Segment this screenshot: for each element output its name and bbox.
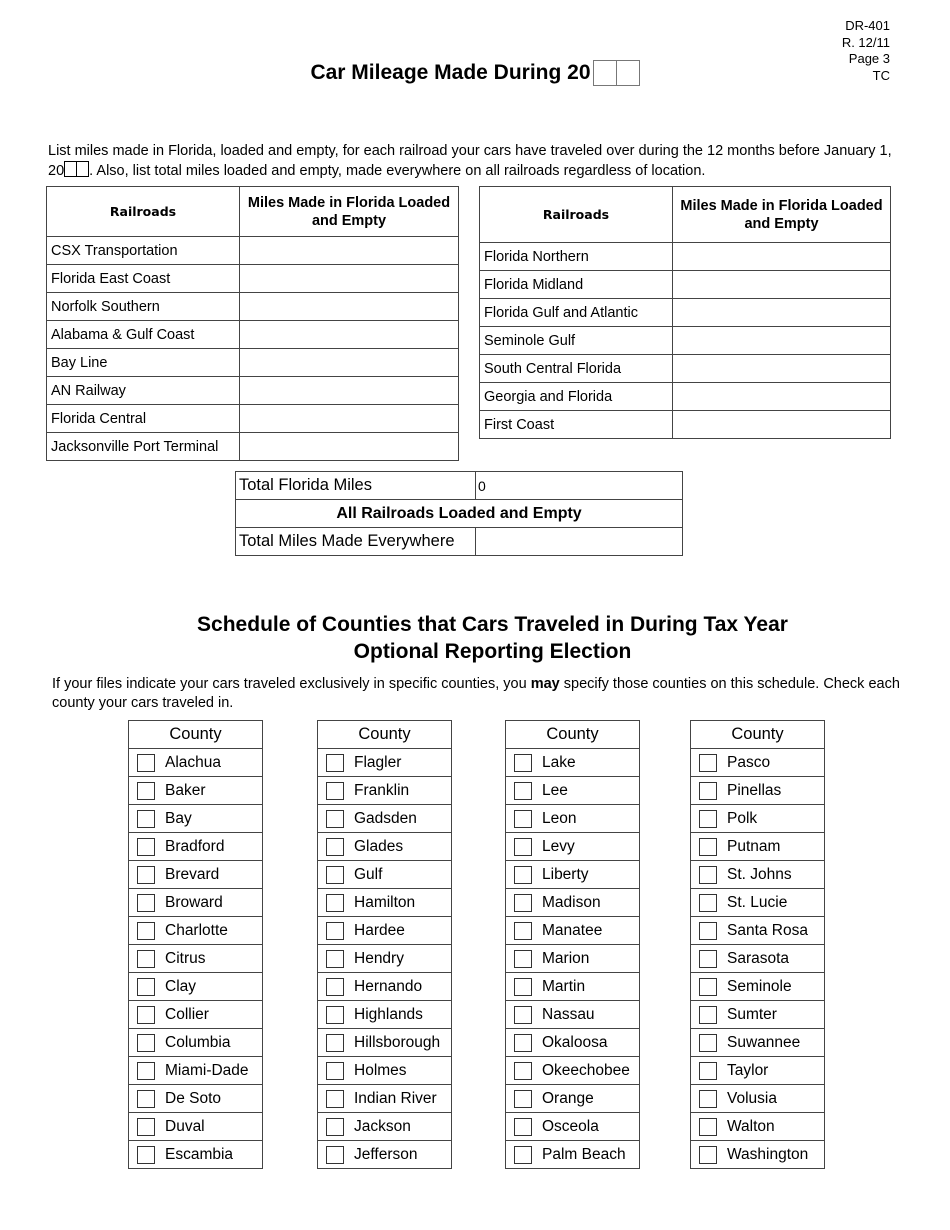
county-label: Duval [165, 1117, 205, 1135]
county-label: Orange [542, 1089, 594, 1107]
railroad-name-florida-east-coast: Florida East Coast [47, 265, 240, 293]
schedule-title-line-1: Schedule of Counties that Cars Traveled in During Tax Year [197, 613, 788, 636]
county-checkbox[interactable] [326, 978, 344, 996]
county-item-seminole[interactable] [691, 972, 824, 1000]
railroad-row [480, 355, 891, 383]
county-checkbox[interactable] [326, 950, 344, 968]
county-item-hernando[interactable] [318, 972, 451, 1000]
county-item-gadsden[interactable] [318, 804, 451, 832]
county-item-levy[interactable] [506, 832, 639, 860]
county-checkbox[interactable] [326, 782, 344, 800]
county-checkbox[interactable] [326, 1146, 344, 1164]
county-label: St. Johns [727, 865, 792, 883]
railroad-name-csx-transportation: CSX Transportation [47, 237, 240, 265]
railroad-miles-field-alabama-gulf-coast[interactable] [240, 327, 458, 343]
county-checkbox[interactable] [699, 1090, 717, 1108]
instructions-paragraph [48, 142, 908, 181]
county-checkbox[interactable] [326, 1034, 344, 1052]
railroad-name-alabama-gulf-coast: Alabama & Gulf Coast [47, 321, 240, 349]
county-checkbox[interactable] [514, 894, 532, 912]
railroad-miles-cell [240, 405, 459, 433]
railroad-miles-cell [673, 243, 891, 271]
railroad-name-florida-northern: Florida Northern [480, 243, 673, 271]
county-item-liberty[interactable] [506, 860, 639, 888]
intro-year-digit-box[interactable] [77, 161, 89, 177]
county-checkbox[interactable] [137, 1118, 155, 1136]
county-item-indian-river[interactable] [318, 1084, 451, 1112]
county-item-alachua[interactable] [129, 749, 262, 776]
county-item-jefferson[interactable] [318, 1140, 451, 1168]
county-item-santa-rosa[interactable] [691, 916, 824, 944]
county-checkbox[interactable] [137, 1006, 155, 1024]
railroad-miles-cell [673, 355, 891, 383]
county-item-walton[interactable] [691, 1112, 824, 1140]
county-label: Bay [165, 809, 192, 827]
railroad-miles-cell [673, 299, 891, 327]
form-code: DR-401 [845, 18, 890, 33]
instructions-text-1: List miles made in Florida, loaded and empty, for each railroad your cars have traveled over during the 12 months before January 1, 20 [48, 143, 892, 179]
county-item-sumter[interactable] [691, 1000, 824, 1028]
year-input-group [593, 60, 640, 86]
county-label: Washington [727, 1145, 809, 1163]
railroad-miles-cell [673, 411, 891, 439]
county-column-header: County [691, 721, 824, 749]
railroad-miles-cell [240, 237, 459, 265]
county-label: St. Lucie [727, 893, 788, 911]
miles-column-header: Miles Made in Florida Loaded and Empty [240, 187, 459, 237]
totals-table [235, 471, 683, 556]
county-item-nassau[interactable] [506, 1000, 639, 1028]
county-label: Lake [542, 753, 576, 771]
schedule-title [0, 611, 950, 665]
railroad-miles-cell [240, 293, 459, 321]
county-label: Levy [542, 837, 575, 855]
year-digit-box[interactable] [617, 60, 640, 86]
county-item-osceola[interactable] [506, 1112, 639, 1140]
railroad-name-florida-central: Florida Central [47, 405, 240, 433]
county-label: Hillsborough [354, 1033, 441, 1051]
county-label: Madison [542, 893, 601, 911]
railroad-miles-field-csx-transportation[interactable] [240, 243, 458, 259]
county-item-flagler[interactable] [318, 749, 451, 776]
railroad-miles-field-florida-gulf-and-atlantic[interactable] [673, 305, 890, 321]
county-item-okaloosa[interactable] [506, 1028, 639, 1056]
railroad-name-jacksonville-port-terminal: Jacksonville Port Terminal [47, 433, 240, 461]
county-item-duval[interactable] [129, 1112, 262, 1140]
county-label: Baker [165, 781, 206, 799]
county-item-leon[interactable] [506, 804, 639, 832]
county-checkbox[interactable] [514, 922, 532, 940]
railroad-miles-field-bay-line[interactable] [240, 355, 458, 371]
county-label: Hamilton [354, 893, 416, 911]
railroads-table-right [479, 186, 891, 439]
railroad-row [480, 383, 891, 411]
county-item-st-johns[interactable] [691, 860, 824, 888]
railroad-row [47, 405, 459, 433]
county-label: Polk [727, 809, 758, 827]
county-label: Putnam [727, 837, 781, 855]
railroad-name-florida-gulf-and-atlantic: Florida Gulf and Atlantic [480, 299, 673, 327]
schedule-instructions-text-2: specify those counties on this schedule. Check each county your cars traveled in. [52, 676, 900, 711]
county-item-gulf[interactable] [318, 860, 451, 888]
county-label: Volusia [727, 1089, 777, 1107]
county-checkbox[interactable] [699, 1118, 717, 1136]
county-item-columbia[interactable] [129, 1028, 262, 1056]
county-label: Bradford [165, 837, 225, 855]
county-checkbox[interactable] [699, 1006, 717, 1024]
county-checkbox[interactable] [137, 782, 155, 800]
county-item-citrus[interactable] [129, 944, 262, 972]
county-column-header: County [318, 721, 451, 749]
county-checkbox[interactable] [326, 922, 344, 940]
county-item-bradford[interactable] [129, 832, 262, 860]
county-column-4 [690, 720, 825, 1169]
county-item-madison[interactable] [506, 888, 639, 916]
county-item-hardee[interactable] [318, 916, 451, 944]
county-label: Pasco [727, 753, 771, 771]
county-checkbox[interactable] [514, 810, 532, 828]
county-item-lee[interactable] [506, 776, 639, 804]
railroad-row [47, 349, 459, 377]
county-checkbox[interactable] [699, 1146, 717, 1164]
county-label: Sumter [727, 1005, 777, 1023]
total-florida-miles-label: Total Florida Miles [236, 472, 476, 500]
county-item-brevard[interactable] [129, 860, 262, 888]
county-checkbox[interactable] [514, 1146, 532, 1164]
year-digit-box[interactable] [593, 60, 617, 86]
county-checkbox[interactable] [137, 1062, 155, 1080]
railroad-miles-field-south-central-florida[interactable] [673, 361, 890, 377]
railroad-miles-cell [240, 265, 459, 293]
county-checkbox[interactable] [137, 950, 155, 968]
county-label: Nassau [542, 1005, 595, 1023]
county-checkbox[interactable] [137, 1090, 155, 1108]
county-item-st-lucie[interactable] [691, 888, 824, 916]
intro-year-digit-box[interactable] [64, 161, 77, 177]
county-label: Manatee [542, 921, 603, 939]
county-item-martin[interactable] [506, 972, 639, 1000]
county-column-header: County [506, 721, 639, 749]
county-checkbox[interactable] [137, 1034, 155, 1052]
county-label: Lee [542, 781, 568, 799]
railroad-miles-field-an-railway[interactable] [240, 383, 458, 399]
county-label: Highlands [354, 1005, 423, 1023]
county-checkbox[interactable] [514, 754, 532, 772]
county-checkbox[interactable] [699, 810, 717, 828]
county-checkbox[interactable] [326, 838, 344, 856]
railroads-column-header: Railroads [480, 187, 673, 243]
schedule-instructions-emphasis: may [530, 676, 560, 692]
county-item-pasco[interactable] [691, 749, 824, 776]
county-item-taylor[interactable] [691, 1056, 824, 1084]
railroad-miles-cell [240, 433, 459, 461]
county-label: Santa Rosa [727, 921, 808, 939]
railroad-miles-field-norfolk-southern[interactable] [240, 299, 458, 315]
county-checkbox[interactable] [137, 866, 155, 884]
county-item-franklin[interactable] [318, 776, 451, 804]
county-label: Walton [727, 1117, 775, 1135]
county-item-miami-dade[interactable] [129, 1056, 262, 1084]
county-label: Osceola [542, 1117, 599, 1135]
railroad-row [480, 411, 891, 439]
railroad-miles-field-georgia-and-florida[interactable] [673, 389, 890, 405]
county-checkbox[interactable] [137, 894, 155, 912]
county-checkbox[interactable] [699, 838, 717, 856]
county-checkbox[interactable] [137, 978, 155, 996]
county-checkbox[interactable] [326, 866, 344, 884]
county-checkbox[interactable] [514, 1118, 532, 1136]
county-checkbox[interactable] [699, 782, 717, 800]
miles-column-header: Miles Made in Florida Loaded and Empty [673, 187, 891, 243]
county-label: Jackson [354, 1117, 411, 1135]
county-item-washington[interactable] [691, 1140, 824, 1168]
county-checkbox[interactable] [699, 950, 717, 968]
schedule-instructions-text-1: If your files indicate your cars traveled exclusively in specific counties, you [52, 676, 531, 692]
county-label: Suwannee [727, 1033, 801, 1051]
county-checkbox[interactable] [326, 894, 344, 912]
county-checkbox[interactable] [326, 1090, 344, 1108]
county-label: Citrus [165, 949, 206, 967]
railroad-name-bay-line: Bay Line [47, 349, 240, 377]
county-label: Holmes [354, 1061, 407, 1079]
county-checkbox[interactable] [699, 1034, 717, 1052]
county-checkbox[interactable] [514, 1062, 532, 1080]
railroad-miles-field-florida-east-coast[interactable] [240, 271, 458, 287]
railroad-row [47, 433, 459, 461]
county-label: Sarasota [727, 949, 790, 967]
railroad-miles-cell [673, 327, 891, 355]
all-railroads-heading: All Railroads Loaded and Empty [236, 500, 683, 528]
railroad-miles-cell [240, 377, 459, 405]
railroad-miles-cell [673, 271, 891, 299]
county-item-polk[interactable] [691, 804, 824, 832]
county-checkbox[interactable] [326, 810, 344, 828]
county-label: Alachua [165, 753, 222, 771]
instructions-text-2: . Also, list total miles loaded and empty, made everywhere on all railroads regardless of location. [89, 163, 706, 179]
county-item-hamilton[interactable] [318, 888, 451, 916]
county-label: Clay [165, 977, 197, 995]
county-label: Collier [165, 1005, 209, 1023]
county-checkbox[interactable] [137, 922, 155, 940]
county-label: Taylor [727, 1061, 769, 1079]
railroad-miles-field-seminole-gulf[interactable] [673, 333, 890, 349]
county-label: Hernando [354, 977, 423, 995]
county-label: Glades [354, 837, 404, 855]
county-item-clay[interactable] [129, 972, 262, 1000]
county-checkbox[interactable] [514, 866, 532, 884]
county-label: Miami-Dade [165, 1061, 249, 1079]
total-florida-miles-cell [476, 472, 683, 500]
railroad-row [47, 265, 459, 293]
total-miles-everywhere-field[interactable] [476, 528, 682, 555]
county-checkbox[interactable] [699, 894, 717, 912]
county-column-3 [505, 720, 640, 1169]
intro-year-boxes [64, 161, 89, 177]
county-item-bay[interactable] [129, 804, 262, 832]
county-checkbox[interactable] [326, 754, 344, 772]
county-checkbox[interactable] [699, 978, 717, 996]
county-item-sarasota[interactable] [691, 944, 824, 972]
county-checkbox[interactable] [137, 838, 155, 856]
railroad-name-first-coast: First Coast [480, 411, 673, 439]
county-checkbox[interactable] [514, 1090, 532, 1108]
county-checkbox[interactable] [137, 754, 155, 772]
railroad-row [47, 293, 459, 321]
county-checkbox[interactable] [137, 810, 155, 828]
county-checkbox[interactable] [514, 1006, 532, 1024]
total-miles-everywhere-cell [476, 528, 683, 556]
county-checkbox[interactable] [326, 1006, 344, 1024]
county-checkbox[interactable] [699, 922, 717, 940]
railroad-miles-field-florida-central[interactable] [240, 411, 458, 427]
railroads-table-left [46, 186, 459, 461]
county-item-pinellas[interactable] [691, 776, 824, 804]
county-column-1 [128, 720, 263, 1169]
county-label: Broward [165, 893, 223, 911]
form-revision: R. 12/11 [841, 34, 890, 50]
county-label: Pinellas [727, 781, 782, 799]
county-label: Charlotte [165, 921, 228, 939]
form-page: Page 3 [848, 51, 890, 66]
county-checkbox[interactable] [699, 866, 717, 884]
county-label: Brevard [165, 865, 220, 883]
county-checkbox[interactable] [699, 754, 717, 772]
county-label: Marion [542, 949, 590, 967]
county-label: Martin [542, 977, 586, 995]
county-label: Hardee [354, 921, 405, 939]
railroad-miles-field-jacksonville-port-terminal[interactable] [240, 439, 458, 455]
county-item-suwannee[interactable] [691, 1028, 824, 1056]
county-item-baker[interactable] [129, 776, 262, 804]
county-item-okeechobee[interactable] [506, 1056, 639, 1084]
county-label: Gadsden [354, 809, 417, 827]
county-item-escambia[interactable] [129, 1140, 262, 1168]
railroad-miles-field-florida-midland[interactable] [673, 277, 890, 293]
county-checkbox[interactable] [514, 978, 532, 996]
railroad-name-florida-midland: Florida Midland [480, 271, 673, 299]
county-checkbox[interactable] [514, 950, 532, 968]
page-title-text: Car Mileage Made During 20 [310, 61, 591, 84]
railroad-name-seminole-gulf: Seminole Gulf [480, 327, 673, 355]
county-item-hendry[interactable] [318, 944, 451, 972]
county-checkbox[interactable] [699, 1062, 717, 1080]
county-item-orange[interactable] [506, 1084, 639, 1112]
railroad-row [480, 271, 891, 299]
county-label: Gulf [354, 865, 383, 883]
county-item-charlotte[interactable] [129, 916, 262, 944]
county-label: Leon [542, 809, 577, 827]
railroad-row [480, 327, 891, 355]
form-tag: TC [872, 67, 890, 83]
county-item-marion[interactable] [506, 944, 639, 972]
county-item-volusia[interactable] [691, 1084, 824, 1112]
county-item-glades[interactable] [318, 832, 451, 860]
county-item-highlands[interactable] [318, 1000, 451, 1028]
schedule-instructions [52, 675, 912, 713]
page-title [0, 60, 950, 86]
total-florida-miles-field[interactable] [476, 472, 682, 499]
county-column-2 [317, 720, 452, 1169]
county-label: Seminole [727, 977, 792, 995]
county-checkbox[interactable] [514, 1034, 532, 1052]
schedule-title-line-2: Optional Reporting Election [353, 640, 632, 663]
railroad-row [47, 237, 459, 265]
county-item-de-soto[interactable] [129, 1084, 262, 1112]
county-checkbox[interactable] [137, 1146, 155, 1164]
county-item-lake[interactable] [506, 749, 639, 776]
county-item-collier[interactable] [129, 1000, 262, 1028]
county-checkbox[interactable] [326, 1062, 344, 1080]
total-miles-everywhere-label: Total Miles Made Everywhere [236, 528, 476, 556]
county-item-putnam[interactable] [691, 832, 824, 860]
county-label: De Soto [165, 1089, 222, 1107]
county-column-header: County [129, 721, 262, 749]
railroads-column-header: Railroads [47, 187, 240, 237]
railroad-row [480, 243, 891, 271]
railroad-row [480, 299, 891, 327]
railroad-miles-cell [673, 383, 891, 411]
railroad-row [47, 321, 459, 349]
railroad-name-norfolk-southern: Norfolk Southern [47, 293, 240, 321]
county-item-holmes[interactable] [318, 1056, 451, 1084]
railroad-miles-field-florida-northern[interactable] [673, 249, 890, 265]
county-label: Okeechobee [542, 1061, 630, 1079]
county-label: Liberty [542, 865, 589, 883]
county-checkbox[interactable] [326, 1118, 344, 1136]
county-label: Palm Beach [542, 1145, 626, 1163]
railroad-miles-field-first-coast[interactable] [673, 417, 890, 433]
county-label: Indian River [354, 1089, 437, 1107]
county-item-hillsborough[interactable] [318, 1028, 451, 1056]
railroad-miles-cell [240, 321, 459, 349]
railroad-miles-cell [240, 349, 459, 377]
county-label: Hendry [354, 949, 404, 967]
railroad-name-an-railway: AN Railway [47, 377, 240, 405]
county-label: Columbia [165, 1033, 231, 1051]
county-checkbox[interactable] [514, 838, 532, 856]
county-item-palm-beach[interactable] [506, 1140, 639, 1168]
county-label: Franklin [354, 781, 410, 799]
county-checkbox[interactable] [514, 782, 532, 800]
county-item-manatee[interactable] [506, 916, 639, 944]
county-label: Flagler [354, 753, 402, 771]
railroad-row [47, 377, 459, 405]
county-item-broward[interactable] [129, 888, 262, 916]
railroad-name-south-central-florida: South Central Florida [480, 355, 673, 383]
county-item-jackson[interactable] [318, 1112, 451, 1140]
county-label: Jefferson [354, 1145, 418, 1163]
county-label: Okaloosa [542, 1033, 608, 1051]
county-label: Escambia [165, 1145, 234, 1163]
railroad-name-georgia-and-florida: Georgia and Florida [480, 383, 673, 411]
